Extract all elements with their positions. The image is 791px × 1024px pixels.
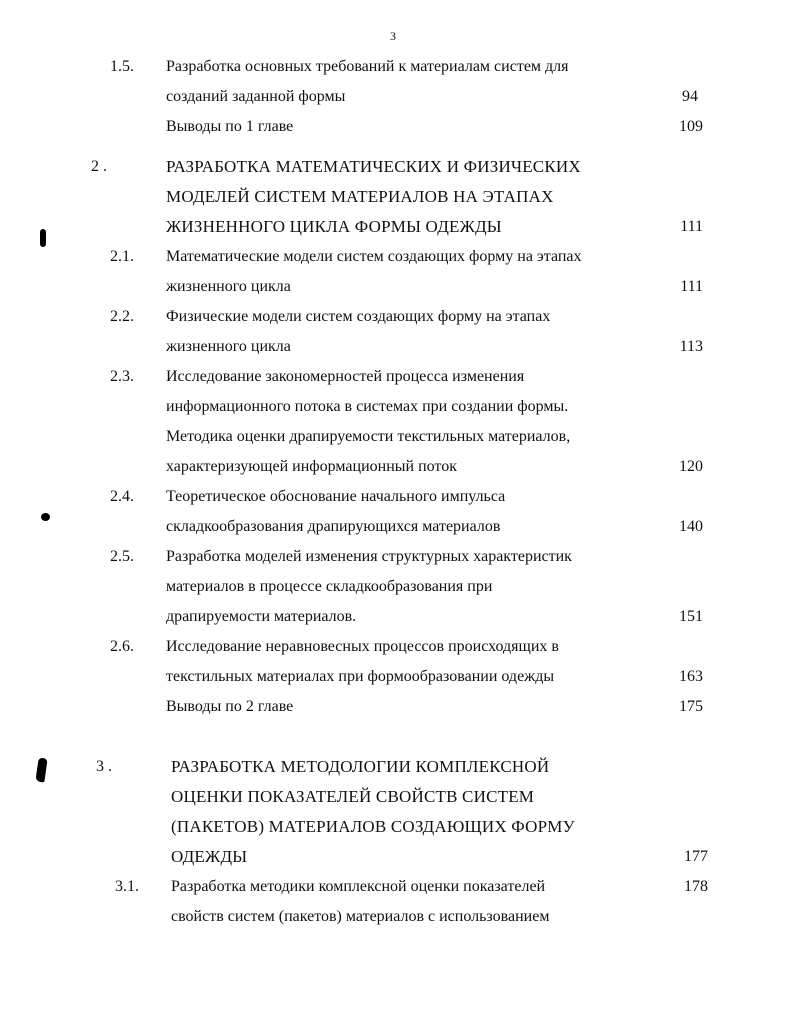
toc-entry-line: Выводы по 1 главе [166, 118, 294, 135]
toc-chapter-heading: ЖИЗНЕННОГО ЦИКЛА ФОРМЫ ОДЕЖДЫ [166, 217, 502, 236]
toc-entry-page: 94 [682, 88, 698, 105]
toc-entry-number: 1.5. [110, 58, 134, 75]
toc-entry-line: свойств систем (пакетов) материалов с использованием [171, 908, 550, 925]
toc-entry-line: характеризующей информационный поток [166, 458, 457, 475]
toc-entry-line: Методика оценки драпируемости текстильных материалов, [166, 428, 571, 445]
toc-entry-line: Исследование неравновесных процессов происходящих в [166, 638, 559, 655]
toc-chapter-heading: РАЗРАБОТКА МЕТОДОЛОГИИ КОМПЛЕКСНОЙ [171, 757, 550, 776]
toc-entry-number: 2.5. [110, 548, 134, 565]
toc-entry-line: Физические модели систем создающих форму на этапах [166, 308, 551, 325]
toc-entry-page: 113 [679, 338, 703, 355]
toc-entry-line: материалов в процессе складкообразования при [166, 578, 493, 595]
toc-entry-line: Математические модели систем создающих форму на этапах [166, 248, 582, 265]
page-number: 3 [390, 29, 396, 43]
ink-blot [35, 757, 47, 782]
toc-entry-number: 2.4. [110, 488, 134, 505]
toc-entry-page: 178 [684, 878, 708, 895]
toc-entry-number: 3.1. [115, 878, 139, 895]
toc-entry-page: 151 [679, 608, 703, 625]
toc-chapter-heading: РАЗРАБОТКА МАТЕМАТИЧЕСКИХ И ФИЗИЧЕСКИХ [166, 157, 581, 176]
ink-blot [41, 513, 50, 521]
toc-entry-page: 109 [679, 118, 703, 135]
toc-entry-line: информационного потока в системах при создании формы. [166, 398, 569, 415]
toc-entry-number: 2.3. [110, 368, 134, 385]
toc-entry-number: 2.1. [110, 248, 134, 265]
toc-chapter-heading: ОДЕЖДЫ [171, 847, 248, 866]
toc-entry-line: драпируемости материалов. [166, 608, 357, 625]
toc-entry-number: 2 . [91, 158, 107, 175]
toc-entry-line: жизненного цикла [166, 338, 291, 355]
toc-entry-line: созданий заданной формы [166, 88, 346, 105]
toc-entry-line: Теоретическое обоснование начального импульса [166, 488, 506, 505]
toc-entry-page: 140 [679, 518, 703, 535]
ink-blot [40, 229, 46, 247]
toc-entry-line: Разработка основных требований к материалам систем для [166, 58, 569, 75]
toc-entry-page: 175 [679, 698, 703, 715]
toc-entry-page: 120 [679, 458, 703, 475]
toc-entry-page: 163 [679, 668, 703, 685]
toc-chapter-heading: (ПАКЕТОВ) МАТЕРИАЛОВ СОЗДАЮЩИХ ФОРМУ [171, 817, 575, 836]
toc-entry-page: 111 [680, 218, 703, 235]
toc-entry-number: 2.6. [110, 638, 134, 655]
toc-entry-line: жизненного цикла [166, 278, 291, 295]
toc-entry-line: складкообразования драпирующихся материалов [166, 518, 501, 535]
toc-entry-line: текстильных материалах при формообразовании одежды [166, 668, 555, 685]
toc-chapter-heading: МОДЕЛЕЙ СИСТЕМ МАТЕРИАЛОВ НА ЭТАПАХ [166, 187, 554, 206]
toc-entry-number: 3 . [96, 758, 112, 775]
toc-entry-page: 111 [680, 278, 703, 295]
toc-entry-page: 177 [684, 848, 708, 865]
toc-entry-line: Разработка методики комплексной оценки показателей [171, 878, 546, 895]
toc-chapter-heading: ОЦЕНКИ ПОКАЗАТЕЛЕЙ СВОЙСТВ СИСТЕМ [171, 787, 535, 806]
toc-entry-line: Разработка моделей изменения структурных характеристик [166, 548, 572, 565]
toc-entry-number: 2.2. [110, 308, 134, 325]
toc-entry-line: Выводы по 2 главе [166, 698, 294, 715]
toc-entry-line: Исследование закономерностей процесса изменения [166, 368, 525, 385]
